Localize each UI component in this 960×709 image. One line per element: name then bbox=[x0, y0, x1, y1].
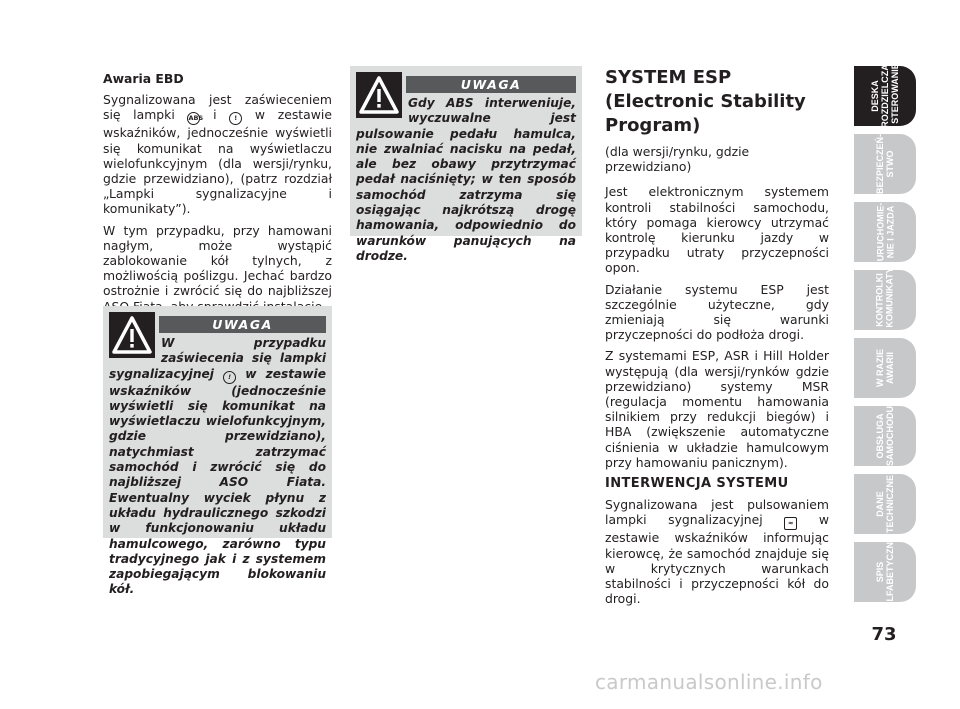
esp-paragraph-3: Z systemami ESP, ASR i Hill Holder występują (dla wersji/rynków gdzie przewidziano) systemy MSR (regulacja momentu hamowania silnikiem przy redukcji biegów) i HBA (zwiększenie automatyczne ciśnienia w układzie hamulcowym przy hamowaniu panicznym). bbox=[605, 348, 829, 470]
intervention-heading: INTERWENCJA SYSTEMU bbox=[605, 476, 789, 492]
warning-label: UWAGA bbox=[406, 76, 576, 93]
tab-w-razie-awarii[interactable]: W RAZIE AWARII bbox=[854, 338, 916, 398]
warning-text: Gdy ABS interweniuje, wyczuwalne jest pulsowanie pedału hamulca, nie zwalniać nacisku na pedał, ale bez obawy przytrzymać pedał naciśnięty; w ten sposób samochód zatrzyma się osiągając najkrótszą drogę hamowania, odpowiednio do warunków panujących na drodze. bbox=[356, 96, 576, 263]
warning-label: UWAGA bbox=[159, 316, 326, 333]
warning-box-brake bbox=[103, 306, 332, 597]
ebd-heading: Awaria EBD bbox=[103, 71, 184, 86]
esp-paragraph-1: Jest elektronicznym systemem kontroli stabilności samochodu, który pomaga kierowcy utrzymać kontrolę kierunku jazdy w przypadku utraty przyczepności opon. bbox=[605, 184, 829, 276]
warning-text: W przypadku zaświecenia się lampki sygnalizacyjnej ! w zestawie wskaźników (jednocześnie wyświetli się komunikat na wyświetlaczu wielofunkcyjnym, gdzie przewidziano), natychmiast zatrzymać samochód i zwrócić się do najbliższej ASO Fiata. Ewentualny wyciek płynu z układu hydraulicznego szkodzi w funkcjonowaniu układu hamulcowego, zarówno typu tradycyjnego jak i z systemem zapobiegającym blokowaniu kół. bbox=[109, 336, 327, 597]
ebd-paragraph-2: W tym przypadku, przy hamowani nagłym, może wystąpić zablokowanie kół tylnych, z możliwością poślizgu. Jechać bardzo ostrożnie i zwrócić się do najbliższej bbox=[103, 222, 332, 299]
tab-bezpieczenstwo[interactable]: BEZPIECZEŃ- STWO bbox=[854, 134, 916, 194]
abs-lamp-icon: ABS bbox=[187, 112, 200, 125]
esp-lamp-icon: ≈ bbox=[784, 517, 797, 530]
watermark: carmanualsonline.info bbox=[595, 670, 823, 694]
esp-paragraph-2: Działanie systemu ESP jest szczególnie użyteczne, gdy zmieniają się warunki przyczepności do podłoża drogi. bbox=[605, 281, 829, 343]
tab-obsluga[interactable]: OBSŁUGA SAMOCHODU bbox=[854, 406, 916, 466]
esp-subtitle: (dla wersji/rynku, gdzie przewidziano) bbox=[605, 144, 750, 175]
brake-lamp-icon: ! bbox=[223, 371, 236, 384]
tab-uruchomienie[interactable]: URUCHOMIE- NIE I JAZDA bbox=[854, 202, 916, 262]
ebd-paragraph-1: Sygnalizowana jest zaświeceniem się lampki ABS i ! w zestawie wskaźników, jednocześnie wyświetli się komunikat na wyświetlaczu wielofunkcyjnym (dla wersji/rynku, gdzie przewidziano), (patrz rozdział „Lampki sygnalizacyjne i komunikaty”). bbox=[103, 92, 332, 217]
tab-spis[interactable]: SPIS ALFABETYCZNY bbox=[854, 542, 916, 602]
tab-kontrolki[interactable]: KONTROLKI I KOMUNIKATY bbox=[854, 270, 916, 330]
ebd-failure-section bbox=[103, 71, 332, 320]
esp-paragraph-4: Sygnalizowana jest pulsowaniem lampki sygnalizacyjnej ≈ w zestawie wskaźników informując kierowcę, że samochód znajduje się w krytycznych warunkach stabilności i przyczepności kół do drogi. bbox=[605, 497, 829, 607]
tab-dane-techniczne[interactable]: DANE TECHNICZNE bbox=[854, 474, 916, 534]
warning-box-abs bbox=[350, 66, 582, 263]
brake-lamp-icon: ! bbox=[229, 112, 242, 125]
esp-section bbox=[605, 66, 829, 612]
tab-deska-rozdzielcza[interactable]: DESKA ROZDZIELCZA I STEROWANIE bbox=[854, 66, 916, 126]
esp-title: SYSTEM ESP (Electronic Stability Program) bbox=[605, 67, 806, 136]
page-number: 73 bbox=[871, 624, 897, 645]
